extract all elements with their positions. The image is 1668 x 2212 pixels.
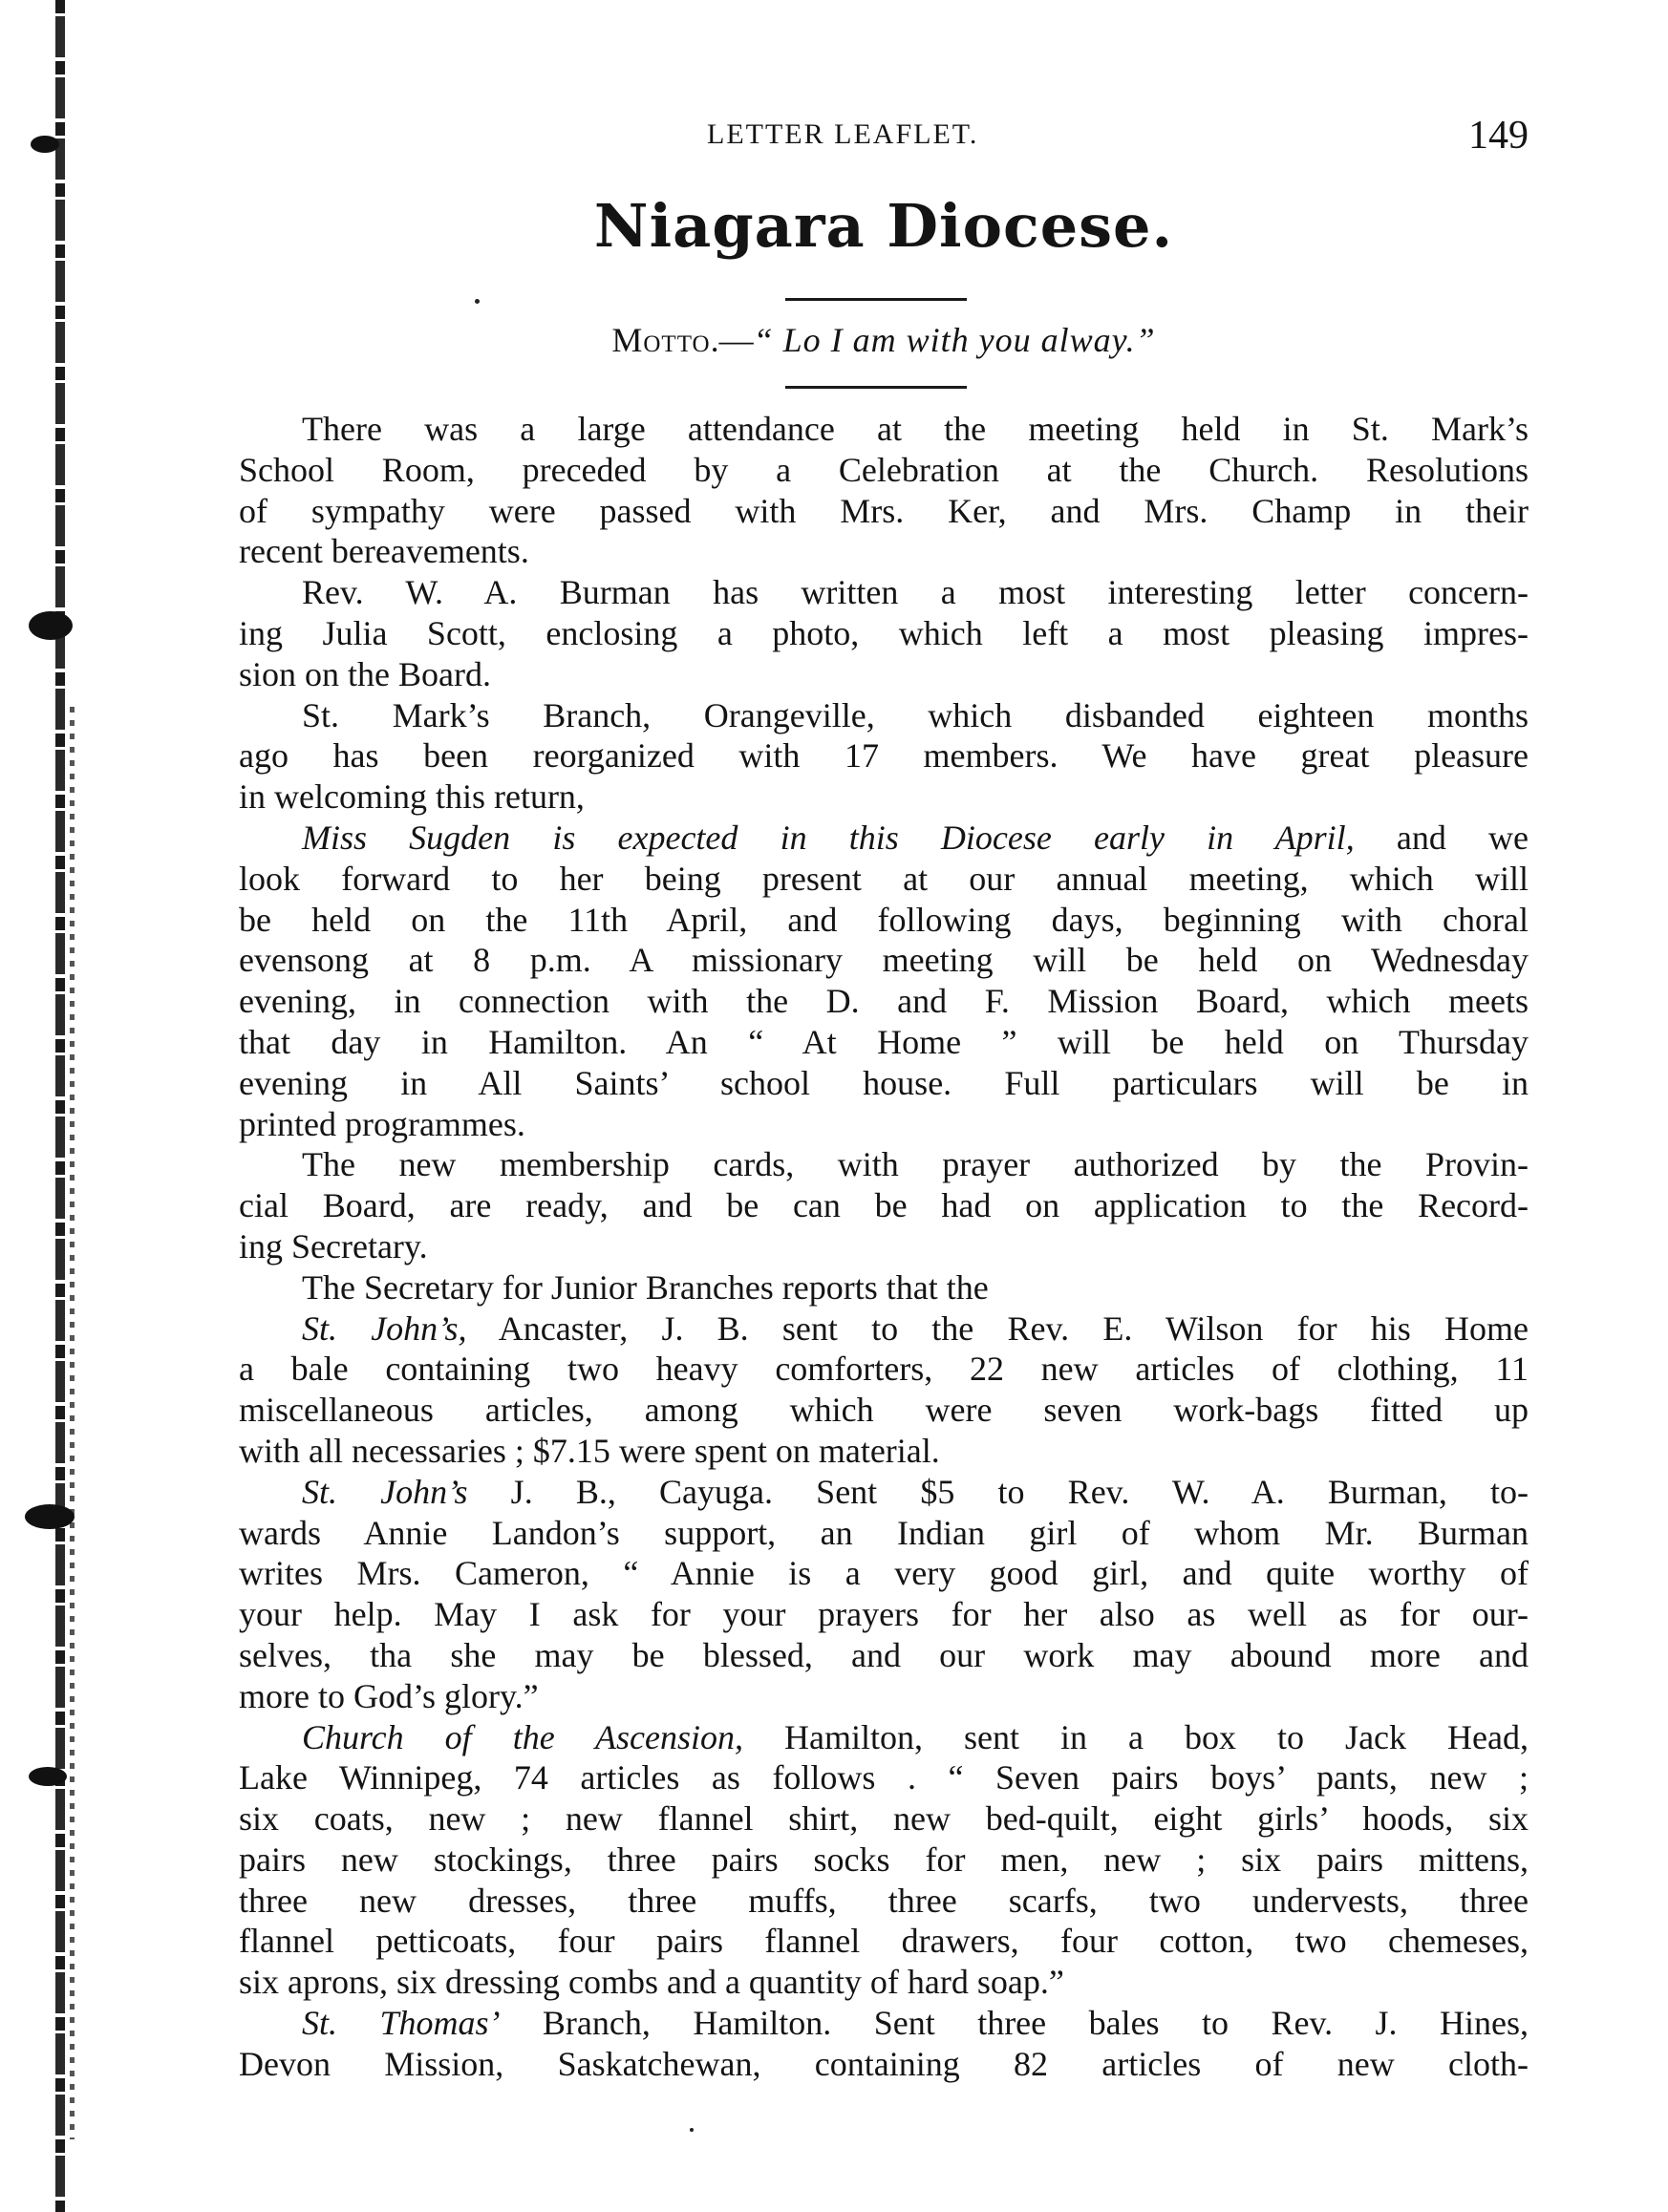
text-line: Rev. W. A. Burman has written a most interesting letter concern-: [302, 573, 1529, 612]
text-line: six coats, new ; new flannel shirt, new bed-quilt, eight girls’ hoods, six: [239, 1799, 1529, 1839]
running-title: LETTER LEAFLET.: [707, 118, 979, 150]
text-line: The new membership cards, with prayer authorized by the Provin-: [302, 1145, 1529, 1184]
paragraph-st-thomas: [239, 2003, 1529, 2085]
text-line: miscellaneous articles, among which were seven work-bags fitted up: [239, 1391, 1529, 1430]
paragraph-burman-letter: [239, 572, 1529, 694]
section-title: Niagara Diocese.: [593, 191, 1174, 261]
motto-text: “ Lo I am with you alway.”: [753, 321, 1156, 359]
text-line: cial Board, are ready, and be can be had on application to the Record-: [239, 1186, 1529, 1225]
text-line: [239, 1308, 1529, 1350]
text-line: pairs new stockings, three pairs socks for men, new ; six pairs mittens,: [239, 1840, 1529, 1879]
italic-lead: St. Thomas’: [302, 2004, 501, 2043]
text-line: [239, 1717, 1529, 1758]
binding-edge-shadow: [70, 707, 75, 2139]
text-line: that day in Hamilton. An “ At Home ” will be held on Thursday: [239, 1022, 1529, 1061]
stray-dot: [690, 2128, 694, 2132]
motto-separator: .—: [710, 321, 754, 359]
text-run: and we: [1354, 818, 1529, 857]
paragraph-st-johns-ancaster: [239, 1308, 1529, 1472]
paragraph-annual-meeting: [239, 818, 1529, 1144]
text-line: with all necessaries ; $7.15 were spent on material.: [239, 1431, 940, 1470]
text-line: School Room, preceded by a Celebration at the Church. Resolutions: [239, 450, 1529, 489]
text-line: wards Annie Landon’s support, an Indian girl of whom Mr. Burman: [239, 1513, 1529, 1552]
text-line: recent bereavements.: [239, 532, 529, 571]
text-line: ing Secretary.: [239, 1226, 428, 1266]
text-line: six aprons, six dressing combs and a quantity of hard soap.”: [239, 1963, 1064, 2002]
text-run: Hamilton, sent in a box to Jack Head,: [743, 1717, 1529, 1756]
text-line: evening, in connection with the D. and F. Mission Board, which meets: [239, 982, 1529, 1021]
article-body: [239, 409, 1529, 2085]
text-line: evening in All Saints’ school house. Full particulars will be in: [239, 1063, 1529, 1102]
page-number: 149: [1468, 114, 1529, 158]
text-line: [239, 2003, 1529, 2044]
text-line: flannel petticoats, four pairs flannel drawers, four cotton, two chemeses,: [239, 1922, 1529, 1961]
paragraph-st-johns-cayuga: [239, 1472, 1529, 1717]
motto-line: [239, 320, 1529, 360]
text-line: There was a large attendance at the meeting held in St. Mark’s: [302, 410, 1529, 448]
page-header: [239, 113, 1529, 160]
text-line: Devon Mission, Saskatchewan, containing 82 articles of new cloth-: [239, 2044, 1529, 2083]
text-run: J. B., Cayuga. Sent $5 to Rev. W. A. Burman, to-: [467, 1472, 1529, 1511]
italic-lead: Church of the Ascension,: [302, 1717, 744, 1756]
text-line: The Secretary for Junior Branches reports that the: [302, 1267, 989, 1307]
text-line: more to God’s glory.”: [239, 1676, 539, 1715]
ink-blot: [31, 136, 59, 153]
text-line: printed programmes.: [239, 1104, 525, 1143]
motto-label: Motto: [611, 321, 711, 359]
text-line: writes Mrs. Cameron, “ Annie is a very good girl, and quite worthy of: [239, 1554, 1529, 1593]
text-line: Lake Winnipeg, 74 articles as follows . “ Seven pairs boys’ pants, new ;: [239, 1758, 1529, 1797]
ink-blot: [29, 611, 73, 640]
paragraph-church-of-ascension: [239, 1717, 1529, 2004]
text-line: look forward to her being present at our annual meeting, which will: [239, 859, 1529, 898]
text-line: three new dresses, three muffs, three scarfs, two undervests, three: [239, 1881, 1529, 1920]
italic-lead: St. John’s,: [302, 1308, 467, 1348]
text-line: St. Mark’s Branch, Orangeville, which disbanded eighteen months: [302, 695, 1529, 734]
text-line: [239, 1472, 1529, 1513]
paragraph-membership-cards: [239, 1144, 1529, 1266]
text-line: sion on the Board.: [239, 654, 491, 693]
text-line: selves, tha she may be blessed, and our work may abound more and: [239, 1635, 1529, 1674]
text-line: ago has been reorganized with 17 members. We have great pleasure: [239, 736, 1529, 776]
ink-blot: [25, 1504, 75, 1529]
rule-upper: [785, 298, 967, 301]
paragraph-junior-branches: [239, 1267, 1529, 1308]
rule-lower: [785, 386, 967, 389]
binding-edge: [55, 0, 65, 2212]
paragraph-meeting: [239, 409, 1529, 572]
text-line: of sympathy were passed with Mrs. Ker, and Mrs. Champ in their: [239, 491, 1529, 530]
text-line: [239, 818, 1529, 859]
text-line: be held on the 11th April, and following days, beginning with choral: [239, 900, 1529, 939]
ink-blot: [29, 1767, 67, 1786]
text-run: Ancaster, J. B. sent to the Rev. E. Wilson for his Home: [466, 1308, 1529, 1348]
text-line: evensong at 8 p.m. A missionary meeting will be held on Wednesday: [239, 941, 1529, 980]
italic-lead: St. John’s: [302, 1472, 468, 1511]
text-run: Branch, Hamilton. Sent three bales to Rev. J. Hines,: [500, 2004, 1529, 2043]
stray-dot: [475, 299, 480, 304]
italic-lead: Miss Sugden is expected in this Diocese early in April,: [302, 818, 1355, 857]
text-line: in welcoming this return,: [239, 777, 585, 817]
paragraph-orangeville: [239, 695, 1529, 818]
text-line: a bale containing two heavy comforters, 22 new articles of clothing, 11: [239, 1350, 1529, 1389]
text-line: your help. May I ask for your prayers for her also as well as for our-: [239, 1595, 1529, 1634]
text-line: ing Julia Scott, enclosing a photo, which left a most pleasing impres-: [239, 613, 1529, 652]
